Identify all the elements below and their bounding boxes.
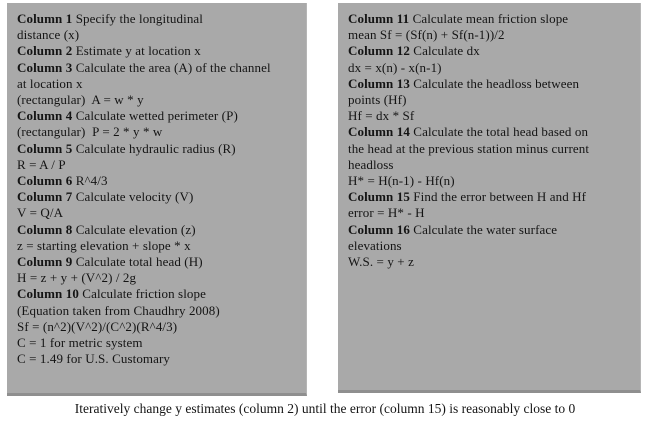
text-line: (Equation taken from Chaudhry 2008) [17,302,220,318]
columns-11-16-panel [338,3,641,393]
text-line: V = Q/A [17,205,64,221]
columns-1-10-panel [7,3,307,396]
text-line: Column 2 Estimate y at location x [17,43,201,59]
text-line: elevations [348,237,402,253]
text-line: Column 8 Calculate elevation (z) [17,221,196,237]
text-line: the head at the previous station minus current [348,140,590,156]
figure-caption: Iteratively change y estimates (column 2) until the error (column 15) is reasonably close to 0 [74,401,576,416]
text-line: Column 6 R^4/3 [17,173,108,189]
text-line: Column 14 Calculate the total head based on [348,124,589,140]
text-line: H = z + y + (V^2) / 2g [17,270,137,286]
text-line: mean Sf = (Sf(n) + Sf(n-1))/2 [348,27,505,43]
text-line: Column 13 Calculate the headloss between [348,75,580,91]
text-line: Column 10 Calculate friction slope [17,286,206,302]
text-line: Column 4 Calculate wetted perimeter (P) [17,108,238,124]
text-line: Column 9 Calculate total head (H) [17,254,203,270]
text-line: R = A / P [17,156,66,172]
text-line: C = 1.49 for U.S. Customary [17,351,171,367]
text-line: distance (x) [17,27,80,43]
text-line: dx = x(n) - x(n-1) [348,59,442,75]
text-line: error = H* - H [348,205,425,221]
text-line: Column 5 Calculate hydraulic radius (R) [17,140,236,156]
text-line: H* = H(n-1) - Hf(n) [348,173,455,189]
text-line: at location x [17,75,83,91]
text-line: Column 11 Calculate mean friction slope [348,11,569,26]
text-line: Column 15 Find the error between H and Hf [348,189,587,205]
text-line: headloss [348,156,394,172]
text-line: W.S. = y + z [348,254,414,270]
text-line: z = starting elevation + slope * x [17,237,191,253]
text-line: (rectangular) P = 2 * y * w [17,124,163,140]
text-line: Column 1 Specify the longitudinal [17,11,204,26]
text-line: Column 3 Calculate the area (A) of the channel [17,59,271,75]
text-line: Column 12 Calculate dx [348,43,480,59]
text-line: (rectangular) A = w * y [17,92,144,108]
text-line: Column 7 Calculate velocity (V) [17,189,194,205]
text-line: Sf = (n^2)(V^2)/(C^2)(R^4/3) [17,318,178,334]
text-line: points (Hf) [348,92,407,108]
text-line: Hf = dx * Sf [348,108,415,124]
text-line: Column 16 Calculate the water surface [348,221,558,237]
text-line: C = 1 for metric system [17,335,143,351]
